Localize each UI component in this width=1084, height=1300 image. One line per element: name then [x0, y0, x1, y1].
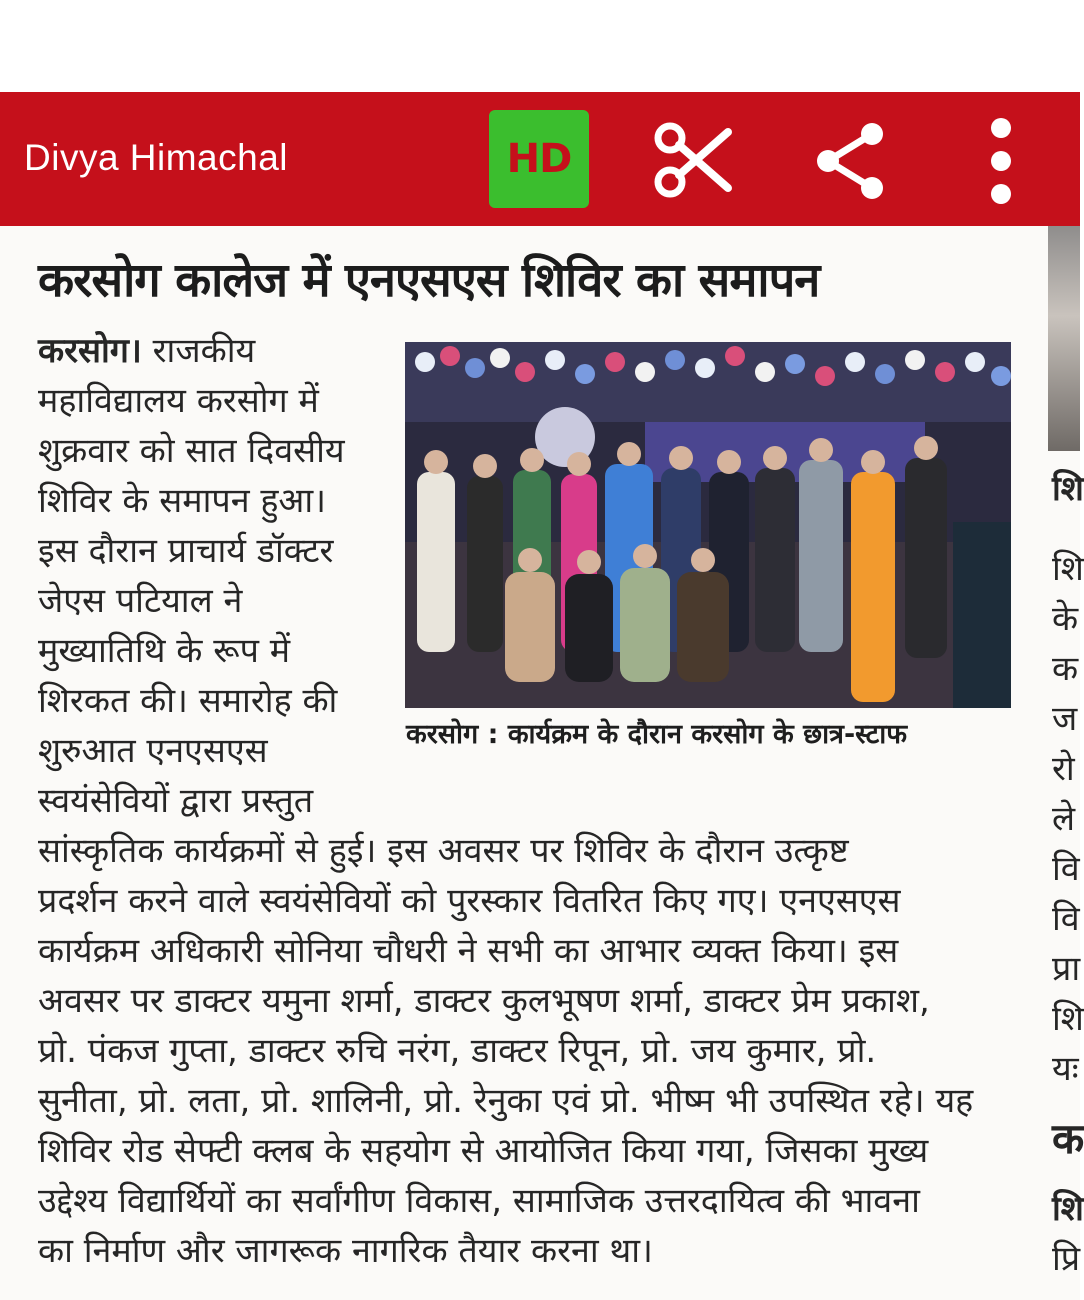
article-line: सांस्कृतिक कार्यक्रमों से हुई। इस अवसर पर शिविर के दौरान उत्कृष्ट [38, 831, 849, 871]
adjacent-fragment: वि [1052, 849, 1080, 889]
app-title: Divya Himachal [24, 137, 289, 178]
share-icon[interactable] [806, 116, 896, 206]
adjacent-fragment: यः [1052, 1049, 1079, 1089]
article-line: करसोग। राजकीय [38, 331, 256, 371]
newspaper-clipping[interactable] [0, 226, 1084, 1300]
article-line: जेएस पटियाल ने [38, 581, 243, 621]
app-toolbar [0, 92, 1080, 226]
adjacent-fragment: प्रि [1052, 1239, 1081, 1279]
article-line: शिरकत की। समारोह की [38, 681, 338, 721]
article-line: शिविर रोड सेफ्टी क्लब के सहयोग से आयोजित किया गया, जिसका मुख्य [38, 1131, 929, 1171]
article-line: स्वयंसेवियों द्वारा प्रस्तुत [38, 781, 314, 821]
adjacent-fragment: शि [1052, 999, 1084, 1039]
article-line: मुख्यातिथि के रूप में [38, 631, 291, 671]
hd-quality-button[interactable] [489, 110, 589, 208]
article-line: शिविर के समापन हुआ। [38, 481, 327, 521]
article-dateline: करसोग। [38, 331, 142, 371]
status-bar-area [0, 0, 1080, 92]
adjacent-fragment: शि [1052, 549, 1084, 589]
adjacent-fragment: क [1052, 1114, 1084, 1163]
adjacent-fragment: वि [1052, 899, 1080, 939]
photo-caption: करसोग : कार्यक्रम के दौरान करसोग के छात्र-स्टाफ [406, 719, 908, 750]
adjacent-photo [1048, 226, 1080, 451]
hd-label: HD [506, 136, 572, 182]
scissors-icon[interactable] [648, 116, 738, 206]
article-line: कार्यक्रम अधिकारी सोनिया चौधरी ने सभी का आभार व्यक्त किया। इस [38, 931, 899, 971]
article-line: शुक्रवार को सात दिवसीय [38, 431, 345, 471]
adjacent-fragment: के [1052, 599, 1079, 639]
adjacent-fragment: शि [1052, 1189, 1084, 1229]
adjacent-fragment: क [1052, 649, 1079, 689]
article-line: इस दौरान प्राचार्य डॉक्टर [38, 531, 334, 571]
article-headline: करसोग कालेज में एनएसएस शिविर का समापन [38, 253, 820, 308]
adjacent-fragment: प्रा [1052, 949, 1081, 989]
article-line: उद्देश्य विद्यार्थियों का सर्वांगीण विकास, सामाजिक उत्तरदायित्व की भावना [38, 1181, 920, 1221]
adjacent-fragment: रो [1052, 749, 1075, 789]
article-line: का निर्माण और जागरूक नागरिक तैयार करना था। [38, 1231, 653, 1271]
article-line: प्रदर्शन करने वाले स्वयंसेवियों को पुरस्कार वितरित किए गए। एनएसएस [38, 881, 901, 921]
article-line: सुनीता, प्रो. लता, प्रो. शालिनी, प्रो. रेनुका एवं प्रो. भीष्म भी उपस्थित रहे। यह [38, 1081, 974, 1121]
group-photo [405, 342, 1011, 708]
adjacent-fragment: शि [1052, 469, 1084, 509]
adjacent-fragment: ले [1052, 799, 1076, 839]
article-line: महाविद्यालय करसोग में [38, 381, 319, 421]
article-line: प्रो. पंकज गुप्ता, डाक्टर रुचि नरंग, डाक्टर रिपून, प्रो. जय कुमार, प्रो. [38, 1031, 877, 1071]
more-vert-icon[interactable] [958, 116, 1044, 206]
article-line: शुरुआत एनएसएस [38, 731, 268, 771]
article-line: अवसर पर डाक्टर यमुना शर्मा, डाक्टर कुलभूषण शर्मा, डाक्टर प्रेम प्रकाश, [38, 981, 930, 1021]
adjacent-fragment: ज [1052, 699, 1078, 739]
